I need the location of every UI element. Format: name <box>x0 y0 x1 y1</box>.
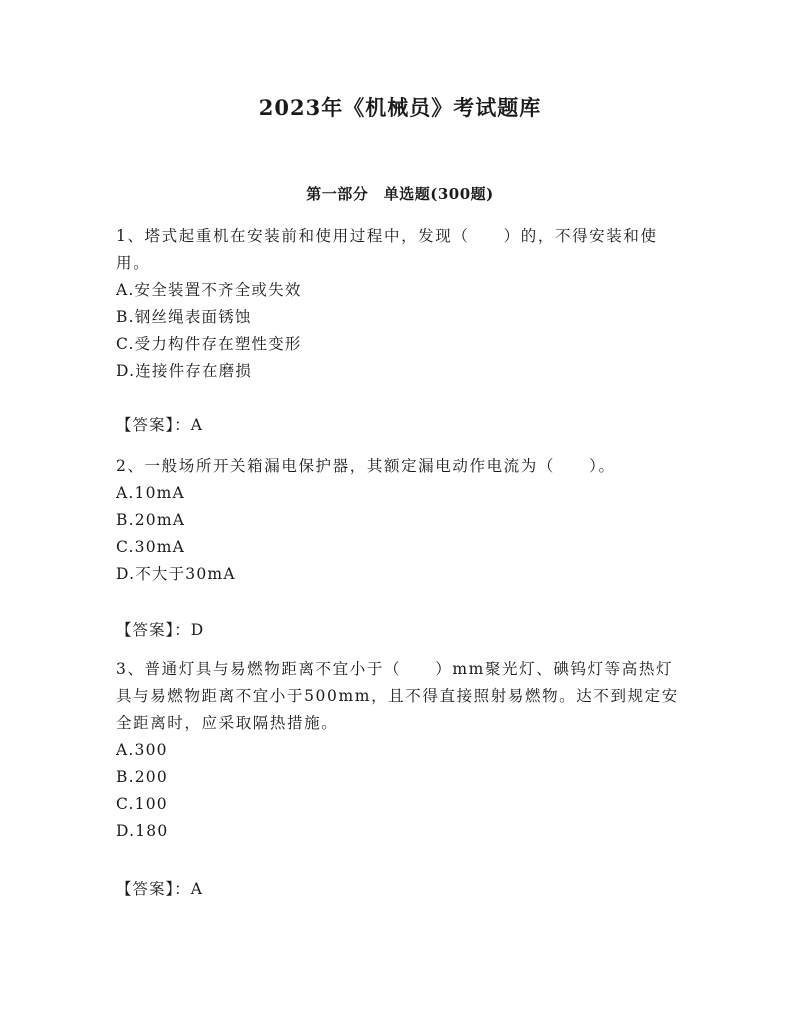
option-a: A.300 <box>116 741 168 759</box>
answer-line <box>116 876 686 903</box>
answer-label: 【答案】： <box>116 880 191 898</box>
option-a: A.安全装置不齐全或失效 <box>116 281 302 299</box>
option-c: C.30mA <box>116 538 186 556</box>
option-b: B.钢丝绳表面锈蚀 <box>116 308 252 326</box>
answer-2 <box>116 617 686 644</box>
answer-value: A <box>190 880 203 898</box>
answer-3 <box>116 876 686 903</box>
option-b: B.20mA <box>116 511 186 529</box>
option-d: D.不大于30mA <box>116 565 236 583</box>
answer-value: D <box>190 621 205 639</box>
question-stem: 3、普通灯具与易燃物距离不宜小于（ ）mm聚光灯、碘钨灯等高热灯具与易燃物距离不宜小于500mm，且不得直接照射易燃物。达不到规定安全距离时，应采取隔热措施。 <box>116 660 679 732</box>
option-d: D.180 <box>116 822 169 840</box>
question-1 <box>116 223 686 385</box>
option-a: A.10mA <box>116 484 185 502</box>
answer-label: 【答案】： <box>116 621 191 639</box>
option-b: B.200 <box>116 768 168 786</box>
answer-line <box>116 617 686 644</box>
question-2 <box>116 453 686 588</box>
question-3 <box>116 656 686 845</box>
answer-value: A <box>190 416 203 434</box>
answer-1 <box>116 412 686 439</box>
question-stem: 2、一般场所开关箱漏电保护器，其额定漏电动作电流为（ ）。 <box>116 457 616 475</box>
option-c: C.100 <box>116 795 168 813</box>
answer-label: 【答案】： <box>116 416 191 434</box>
document-title: 2023年《机械员》考试题库 <box>258 95 542 120</box>
option-c: C.受力构件存在塑性变形 <box>116 335 302 353</box>
question-stem: 1、塔式起重机在安装前和使用过程中，发现（ ）的，不得安装和使用。 <box>116 227 658 272</box>
section-title: 第一部分 单选题(300题) <box>306 185 494 203</box>
answer-line <box>116 412 686 439</box>
option-d: D.连接件存在磨损 <box>116 362 253 380</box>
